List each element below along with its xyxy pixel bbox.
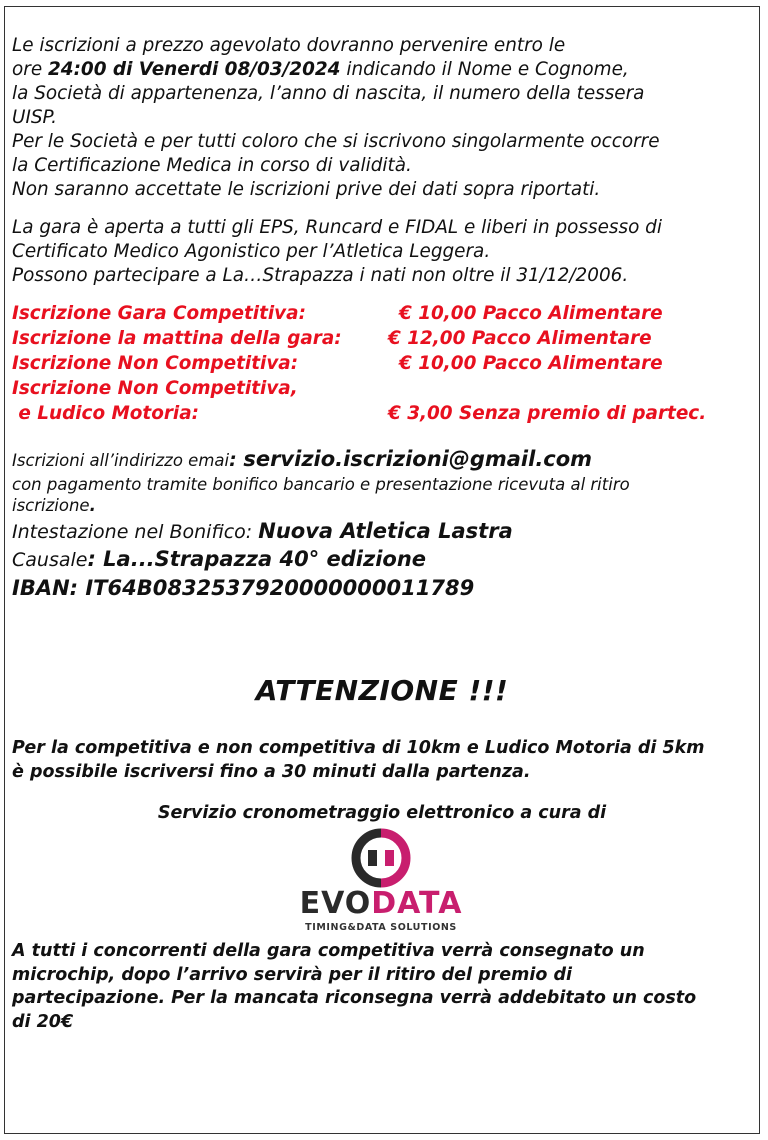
microchip-line: partecipazione. Per la mancata riconsegna verrà addebitato un costo	[12, 988, 697, 1008]
intro-line: UISP.	[12, 107, 57, 128]
attention-line: Per la competitiva e non competitiva di 10km e Ludico Motoria di 5km	[12, 738, 705, 758]
fee-row	[12, 351, 752, 376]
intro-line: Non saranno accettate le iscrizioni prive dei dati sopra riportati.	[12, 179, 601, 200]
reason-text: : La...Strapazza 40° edizione	[87, 547, 427, 571]
evodata-logo-mark-icon	[286, 826, 476, 888]
fee-label: Iscrizione Non Competitiva,	[12, 378, 298, 399]
fee-row	[12, 376, 752, 401]
fee-amount: € 10,00 Pacco Alimentare	[399, 303, 663, 324]
fees-list	[12, 301, 752, 426]
microchip-line: A tutti i concorrenti della gara competitiva verrà consegnato un	[12, 941, 645, 961]
deadline: 24:00 di Venerdi 08/03/2024	[47, 59, 341, 80]
intro-line: la Certificazione Medica in corso di validità.	[12, 155, 412, 176]
eligibility-line: La gara è aperta a tutti gli EPS, Runcard e FIDAL e liberi in possesso di	[12, 217, 662, 238]
email-label: Iscrizioni all’indirizzo emai	[12, 451, 230, 470]
beneficiary-name: Nuova Atletica Lastra	[258, 519, 513, 543]
payment-note-end	[12, 495, 752, 516]
fee-row	[12, 301, 752, 326]
attention-text	[12, 736, 705, 784]
fee-amount: € 10,00 Pacco Alimentare	[399, 353, 663, 374]
payment-note-word: iscrizione	[12, 496, 90, 515]
fee-amount: € 12,00 Pacco Alimentare	[388, 328, 652, 349]
email-address: servizio.iscrizioni@gmail.com	[243, 447, 593, 471]
logo-wordmark	[286, 888, 476, 920]
fee-label: Iscrizione Non Competitiva:	[12, 353, 299, 374]
intro-line: Per le Società e per tutti coloro che si iscrivono singolarmente occorre	[12, 131, 660, 152]
logo-data: DATA	[371, 886, 463, 921]
fee-row	[12, 401, 752, 426]
payment-section	[12, 446, 752, 602]
payment-note: con pagamento tramite bonifico bancario e presentazione ricevuta al ritiro	[12, 475, 630, 494]
reason-label: Causale	[12, 549, 88, 571]
microchip-section	[12, 940, 696, 1034]
intro-section	[12, 34, 752, 202]
beneficiary-label: Intestazione nel Bonifico:	[12, 521, 259, 543]
timing-service-text: Servizio cronometraggio elettronico a cura di	[157, 803, 607, 823]
email-line	[12, 446, 752, 474]
iban: IBAN: IT64B0832537920000000011789	[12, 576, 475, 600]
intro-line: la Società di appartenenza, l’anno di nascita, il numero della tessera	[12, 83, 645, 104]
logo-tagline: TIMING&DATA SOLUTIONS	[305, 922, 457, 933]
intro-prefix: ore	[12, 59, 48, 80]
intro-line: Le iscrizioni a prezzo agevolato dovranno pervenire entro le	[12, 35, 566, 56]
fee-label: e Ludico Motoria:	[12, 403, 199, 424]
eligibility-section	[12, 216, 752, 288]
attention-title: ATTENZIONE !!!	[255, 674, 509, 707]
reason-line	[12, 546, 752, 574]
evodata-logo	[286, 826, 476, 938]
intro-deadline-line	[12, 58, 752, 82]
flyer-content	[12, 34, 752, 1032]
eligibility-line: Certificato Medico Agonistico per l’Atletica Leggera.	[12, 241, 491, 262]
attention-line: è possibile iscriversi fino a 30 minuti dalla partenza.	[12, 762, 531, 782]
email-colon: :	[229, 449, 244, 471]
microchip-line: microchip, dopo l’arrivo servirà per il ritiro del premio di	[12, 964, 572, 985]
fee-row	[12, 326, 752, 351]
fee-label: Iscrizione Gara Competitiva:	[12, 303, 306, 324]
logo-evo: EVO	[299, 886, 372, 921]
beneficiary-line	[12, 518, 752, 546]
fee-amount: € 3,00 Senza premio di partec.	[388, 403, 707, 424]
intro-suffix: indicando il Nome e Cognome,	[340, 59, 629, 80]
eligibility-line: Possono partecipare a La…Strapazza i nati non oltre il 31/12/2006.	[12, 265, 629, 286]
microchip-line: di 20€	[12, 1011, 74, 1032]
payment-note-dot: .	[89, 496, 96, 515]
fee-label: Iscrizione la mattina della gara:	[12, 328, 342, 349]
